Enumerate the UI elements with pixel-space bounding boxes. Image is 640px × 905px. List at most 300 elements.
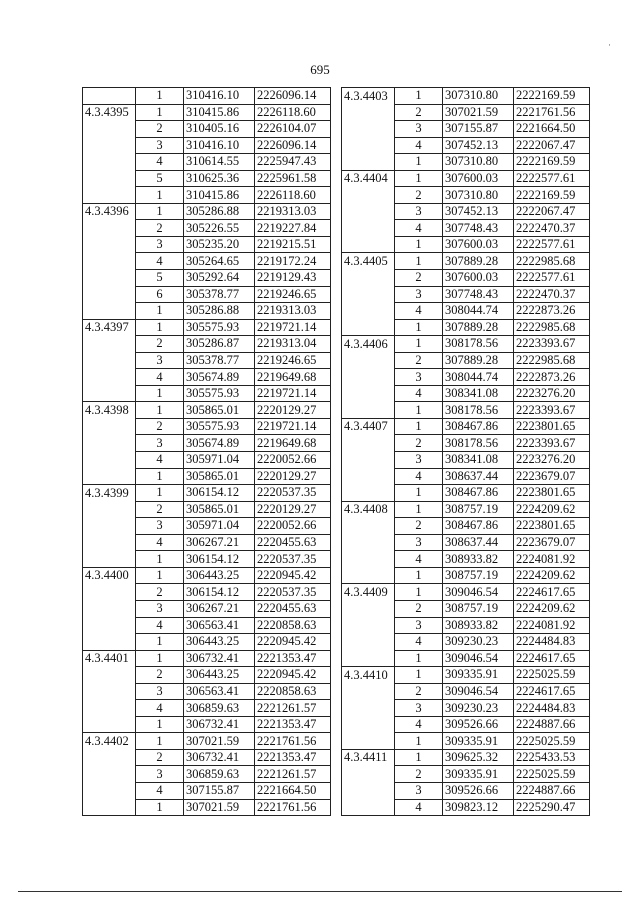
x-coordinate-cell: 305674.89: [184, 435, 255, 452]
x-coordinate-cell: 308637.44: [443, 468, 514, 485]
x-coordinate-cell: 306154.12: [184, 584, 255, 601]
y-coordinate-cell: 2221761.56: [255, 733, 331, 750]
point-number-cell: 2: [136, 121, 184, 138]
point-number-cell: 4: [395, 137, 443, 154]
x-coordinate-cell: 307310.80: [443, 154, 514, 171]
x-coordinate-cell: 307155.87: [184, 782, 255, 799]
x-coordinate-cell: 308467.86: [443, 485, 514, 502]
x-coordinate-cell: 307452.13: [443, 137, 514, 154]
point-number-cell: 5: [136, 170, 184, 187]
y-coordinate-cell: 2219313.03: [255, 303, 331, 320]
parcel-id-cell: [342, 617, 395, 634]
x-coordinate-cell: 309230.23: [443, 700, 514, 717]
y-coordinate-cell: 2219721.14: [255, 385, 331, 402]
y-coordinate-cell: 2222985.68: [514, 319, 590, 336]
table-row: [342, 634, 590, 651]
y-coordinate-cell: 2221761.56: [255, 799, 331, 816]
point-number-cell: 2: [136, 667, 184, 684]
point-number-cell: 3: [136, 435, 184, 452]
table-row: [83, 501, 331, 518]
x-coordinate-cell: 310416.10: [184, 137, 255, 154]
parcel-id-cell: [83, 352, 136, 369]
table-row: [83, 137, 331, 154]
table-row: [342, 203, 590, 220]
x-coordinate-cell: 305865.01: [184, 501, 255, 518]
point-number-cell: 4: [395, 799, 443, 816]
parcel-id-cell: [83, 501, 136, 518]
point-number-cell: 2: [395, 187, 443, 204]
point-number-cell: 2: [395, 600, 443, 617]
table-row: [83, 402, 331, 419]
parcel-id-cell: 4.3.4411: [342, 749, 395, 766]
table-row: [342, 121, 590, 138]
x-coordinate-cell: 309230.23: [443, 634, 514, 651]
x-coordinate-cell: 307748.43: [443, 220, 514, 237]
parcel-id-cell: 4.3.4410: [342, 667, 395, 684]
parcel-id-cell: 4.3.4399: [83, 485, 136, 502]
x-coordinate-cell: 306859.63: [184, 700, 255, 717]
y-coordinate-cell: 2223679.07: [514, 468, 590, 485]
y-coordinate-cell: 2223801.65: [514, 518, 590, 535]
x-coordinate-cell: 307021.59: [184, 799, 255, 816]
parcel-id-cell: [83, 253, 136, 270]
parcel-id-cell: [83, 551, 136, 568]
y-coordinate-cell: 2226118.60: [255, 104, 331, 121]
point-number-cell: 4: [136, 154, 184, 171]
table-row: [83, 170, 331, 187]
y-coordinate-cell: 2219227.84: [255, 220, 331, 237]
y-coordinate-cell: 2224081.92: [514, 551, 590, 568]
parcel-id-cell: [342, 319, 395, 336]
point-number-cell: 3: [136, 236, 184, 253]
table-row: [83, 418, 331, 435]
x-coordinate-cell: 308637.44: [443, 534, 514, 551]
table-row: [83, 551, 331, 568]
parcel-id-cell: [342, 716, 395, 733]
point-number-cell: 2: [395, 435, 443, 452]
x-coordinate-cell: 305264.65: [184, 253, 255, 270]
point-number-cell: 2: [136, 336, 184, 353]
table-row: [83, 203, 331, 220]
x-coordinate-cell: 305971.04: [184, 518, 255, 535]
point-number-cell: 3: [395, 121, 443, 138]
table-row: [83, 600, 331, 617]
y-coordinate-cell: 2221353.47: [255, 749, 331, 766]
table-row: [342, 88, 590, 105]
x-coordinate-cell: 306154.12: [184, 485, 255, 502]
table-row: [342, 435, 590, 452]
table-row: [342, 452, 590, 469]
point-number-cell: 2: [395, 518, 443, 535]
y-coordinate-cell: 2222577.61: [514, 236, 590, 253]
table-row: [342, 600, 590, 617]
parcel-id-cell: [83, 369, 136, 386]
x-coordinate-cell: 306154.12: [184, 551, 255, 568]
parcel-id-cell: [342, 468, 395, 485]
y-coordinate-cell: 2220858.63: [255, 617, 331, 634]
point-number-cell: 1: [395, 88, 443, 105]
x-coordinate-cell: 307889.28: [443, 352, 514, 369]
parcel-id-cell: [342, 435, 395, 452]
y-coordinate-cell: 2219246.65: [255, 352, 331, 369]
x-coordinate-cell: 305286.87: [184, 336, 255, 353]
point-number-cell: 3: [395, 534, 443, 551]
y-coordinate-cell: 2222470.37: [514, 286, 590, 303]
parcel-id-cell: [83, 452, 136, 469]
y-coordinate-cell: 2225433.53: [514, 749, 590, 766]
x-coordinate-cell: 306732.41: [184, 749, 255, 766]
parcel-id-cell: [342, 683, 395, 700]
x-coordinate-cell: 310415.86: [184, 187, 255, 204]
x-coordinate-cell: 309046.54: [443, 650, 514, 667]
x-coordinate-cell: 305865.01: [184, 468, 255, 485]
point-number-cell: 1: [395, 501, 443, 518]
x-coordinate-cell: 309335.91: [443, 733, 514, 750]
y-coordinate-cell: 2219649.68: [255, 435, 331, 452]
table-row: [342, 369, 590, 386]
point-number-cell: 3: [136, 683, 184, 700]
parcel-id-cell: 4.3.4397: [83, 319, 136, 336]
point-number-cell: 4: [136, 700, 184, 717]
y-coordinate-cell: 2222873.26: [514, 369, 590, 386]
x-coordinate-cell: 308933.82: [443, 551, 514, 568]
parcel-id-cell: [342, 187, 395, 204]
parcel-id-cell: [83, 683, 136, 700]
parcel-id-cell: [83, 154, 136, 171]
parcel-id-cell: [342, 303, 395, 320]
point-number-cell: 3: [395, 617, 443, 634]
table-row: [342, 104, 590, 121]
point-number-cell: 1: [136, 104, 184, 121]
x-coordinate-cell: 305971.04: [184, 452, 255, 469]
parcel-id-cell: [342, 551, 395, 568]
y-coordinate-cell: 2220455.63: [255, 534, 331, 551]
point-number-cell: 1: [136, 203, 184, 220]
y-coordinate-cell: 2220052.66: [255, 452, 331, 469]
point-number-cell: 1: [136, 551, 184, 568]
parcel-id-cell: [83, 236, 136, 253]
table-row: [342, 782, 590, 799]
point-number-cell: 1: [136, 385, 184, 402]
x-coordinate-cell: 310625.36: [184, 170, 255, 187]
table-row: [342, 236, 590, 253]
x-coordinate-cell: 308341.08: [443, 385, 514, 402]
point-number-cell: 1: [395, 584, 443, 601]
point-number-cell: 1: [136, 650, 184, 667]
parcel-id-cell: [83, 749, 136, 766]
parcel-id-cell: [83, 88, 136, 105]
y-coordinate-cell: 2219721.14: [255, 319, 331, 336]
point-number-cell: 1: [395, 650, 443, 667]
point-number-cell: 1: [136, 485, 184, 502]
point-number-cell: 2: [395, 766, 443, 783]
point-number-cell: 3: [136, 137, 184, 154]
table-row: [342, 253, 590, 270]
y-coordinate-cell: 2220537.35: [255, 485, 331, 502]
table-row: [342, 385, 590, 402]
y-coordinate-cell: 2219172.24: [255, 253, 331, 270]
point-number-cell: 4: [136, 534, 184, 551]
y-coordinate-cell: 2224887.66: [514, 716, 590, 733]
y-coordinate-cell: 2223801.65: [514, 485, 590, 502]
table-row: [342, 766, 590, 783]
parcel-id-cell: 4.3.4403: [342, 88, 395, 105]
x-coordinate-cell: 306732.41: [184, 650, 255, 667]
x-coordinate-cell: 309046.54: [443, 584, 514, 601]
parcel-id-cell: [342, 600, 395, 617]
x-coordinate-cell: 310415.86: [184, 104, 255, 121]
y-coordinate-cell: 2222873.26: [514, 303, 590, 320]
parcel-id-cell: 4.3.4409: [342, 584, 395, 601]
table-row: [83, 121, 331, 138]
y-coordinate-cell: 2222985.68: [514, 352, 590, 369]
point-number-cell: 1: [395, 170, 443, 187]
table-row: [83, 518, 331, 535]
y-coordinate-cell: 2222169.59: [514, 88, 590, 105]
y-coordinate-cell: 2222067.47: [514, 203, 590, 220]
point-number-cell: 1: [395, 319, 443, 336]
y-coordinate-cell: 2220129.27: [255, 402, 331, 419]
table-row: [83, 634, 331, 651]
table-row: [342, 667, 590, 684]
x-coordinate-cell: 305674.89: [184, 369, 255, 386]
y-coordinate-cell: 2219215.51: [255, 236, 331, 253]
parcel-id-cell: [83, 766, 136, 783]
parcel-id-cell: [342, 518, 395, 535]
y-coordinate-cell: 2222577.61: [514, 170, 590, 187]
parcel-id-cell: [342, 700, 395, 717]
y-coordinate-cell: 2220537.35: [255, 551, 331, 568]
table-row: [83, 253, 331, 270]
point-number-cell: 1: [136, 716, 184, 733]
x-coordinate-cell: 307889.28: [443, 253, 514, 270]
point-number-cell: 5: [136, 270, 184, 287]
point-number-cell: 1: [395, 336, 443, 353]
parcel-id-cell: [342, 799, 395, 816]
table-row: [83, 104, 331, 121]
point-number-cell: 3: [395, 700, 443, 717]
x-coordinate-cell: 309526.66: [443, 716, 514, 733]
x-coordinate-cell: 305575.93: [184, 418, 255, 435]
parcel-id-cell: [83, 286, 136, 303]
table-row: [342, 286, 590, 303]
table-row: [342, 468, 590, 485]
y-coordinate-cell: 2223801.65: [514, 418, 590, 435]
table-row: [83, 220, 331, 237]
parcel-id-cell: [342, 236, 395, 253]
x-coordinate-cell: 307889.28: [443, 319, 514, 336]
point-number-cell: 1: [136, 88, 184, 105]
x-coordinate-cell: 306267.21: [184, 600, 255, 617]
y-coordinate-cell: 2223393.67: [514, 435, 590, 452]
x-coordinate-cell: 308341.08: [443, 452, 514, 469]
parcel-id-cell: 4.3.4400: [83, 567, 136, 584]
parcel-id-cell: [342, 270, 395, 287]
table-row: [342, 418, 590, 435]
parcel-id-cell: 4.3.4396: [83, 203, 136, 220]
x-coordinate-cell: 308757.19: [443, 600, 514, 617]
parcel-id-cell: [342, 220, 395, 237]
y-coordinate-cell: 2226096.14: [255, 88, 331, 105]
point-number-cell: 4: [395, 716, 443, 733]
table-row: [83, 187, 331, 204]
table-row: [83, 319, 331, 336]
point-number-cell: 1: [395, 749, 443, 766]
x-coordinate-cell: 305226.55: [184, 220, 255, 237]
parcel-id-cell: [83, 600, 136, 617]
y-coordinate-cell: 2225025.59: [514, 667, 590, 684]
y-coordinate-cell: 2224209.62: [514, 501, 590, 518]
point-number-cell: 2: [395, 683, 443, 700]
point-number-cell: 4: [395, 634, 443, 651]
parcel-id-cell: 4.3.4398: [83, 402, 136, 419]
x-coordinate-cell: 306443.25: [184, 667, 255, 684]
table-row: [83, 485, 331, 502]
point-number-cell: 4: [395, 220, 443, 237]
y-coordinate-cell: 2226104.07: [255, 121, 331, 138]
x-coordinate-cell: 305378.77: [184, 286, 255, 303]
table-row: [342, 402, 590, 419]
point-number-cell: 2: [136, 418, 184, 435]
point-number-cell: 1: [136, 303, 184, 320]
y-coordinate-cell: 2221664.50: [514, 121, 590, 138]
point-number-cell: 3: [395, 369, 443, 386]
parcel-id-cell: [342, 154, 395, 171]
x-coordinate-cell: 306267.21: [184, 534, 255, 551]
y-coordinate-cell: 2219649.68: [255, 369, 331, 386]
y-coordinate-cell: 2222067.47: [514, 137, 590, 154]
point-number-cell: 4: [395, 468, 443, 485]
point-number-cell: 6: [136, 286, 184, 303]
table-row: [83, 385, 331, 402]
parcel-id-cell: [342, 782, 395, 799]
y-coordinate-cell: 2219313.04: [255, 336, 331, 353]
y-coordinate-cell: 2224081.92: [514, 617, 590, 634]
y-coordinate-cell: 2225025.59: [514, 733, 590, 750]
table-row: [83, 236, 331, 253]
point-number-cell: 1: [395, 236, 443, 253]
x-coordinate-cell: 310405.16: [184, 121, 255, 138]
y-coordinate-cell: 2220052.66: [255, 518, 331, 535]
y-coordinate-cell: 2225947.43: [255, 154, 331, 171]
point-number-cell: 2: [136, 501, 184, 518]
table-row: [342, 518, 590, 535]
table-row: [83, 88, 331, 105]
point-number-cell: 3: [136, 600, 184, 617]
x-coordinate-cell: 306563.41: [184, 683, 255, 700]
parcel-id-cell: [83, 617, 136, 634]
table-row: [83, 617, 331, 634]
y-coordinate-cell: 2219246.65: [255, 286, 331, 303]
parcel-id-cell: [342, 733, 395, 750]
parcel-id-cell: [342, 402, 395, 419]
y-coordinate-cell: 2224484.83: [514, 700, 590, 717]
parcel-id-cell: [342, 286, 395, 303]
parcel-id-cell: [342, 203, 395, 220]
table-row: [83, 452, 331, 469]
table-row: [83, 733, 331, 750]
point-number-cell: 1: [136, 187, 184, 204]
point-number-cell: 1: [136, 634, 184, 651]
parcel-id-cell: [83, 468, 136, 485]
table-row: [83, 303, 331, 320]
point-number-cell: 1: [136, 319, 184, 336]
point-number-cell: 3: [395, 782, 443, 799]
y-coordinate-cell: 2223276.20: [514, 452, 590, 469]
x-coordinate-cell: 305235.20: [184, 236, 255, 253]
parcel-id-cell: [83, 799, 136, 816]
x-coordinate-cell: 309526.66: [443, 782, 514, 799]
x-coordinate-cell: 307310.80: [443, 187, 514, 204]
table-row: [83, 369, 331, 386]
table-row: [342, 336, 590, 353]
parcel-id-cell: [342, 485, 395, 502]
parcel-id-cell: [83, 634, 136, 651]
parcel-id-cell: 4.3.4407: [342, 418, 395, 435]
parcel-id-cell: [83, 137, 136, 154]
table-row: [83, 567, 331, 584]
parcel-id-cell: [342, 452, 395, 469]
x-coordinate-cell: 307021.59: [184, 733, 255, 750]
point-number-cell: 1: [395, 567, 443, 584]
x-coordinate-cell: 307155.87: [443, 121, 514, 138]
x-coordinate-cell: 307600.03: [443, 270, 514, 287]
x-coordinate-cell: 305378.77: [184, 352, 255, 369]
parcel-id-cell: 4.3.4402: [83, 733, 136, 750]
x-coordinate-cell: 310614.55: [184, 154, 255, 171]
table-row: [342, 485, 590, 502]
x-coordinate-cell: 309046.54: [443, 683, 514, 700]
table-row: [342, 799, 590, 816]
point-number-cell: 2: [136, 220, 184, 237]
x-coordinate-cell: 305575.93: [184, 385, 255, 402]
x-coordinate-cell: 306443.25: [184, 634, 255, 651]
point-number-cell: 1: [395, 253, 443, 270]
y-coordinate-cell: 2221261.57: [255, 766, 331, 783]
point-number-cell: 4: [395, 385, 443, 402]
point-number-cell: 1: [395, 418, 443, 435]
y-coordinate-cell: 2223679.07: [514, 534, 590, 551]
table-row: [83, 286, 331, 303]
parcel-id-cell: [83, 700, 136, 717]
parcel-id-cell: 4.3.4406: [342, 336, 395, 353]
point-number-cell: 1: [136, 402, 184, 419]
table-row: [83, 716, 331, 733]
point-number-cell: 1: [395, 154, 443, 171]
table-row: [342, 567, 590, 584]
y-coordinate-cell: 2221664.50: [255, 782, 331, 799]
point-number-cell: 2: [395, 270, 443, 287]
point-number-cell: 4: [136, 452, 184, 469]
x-coordinate-cell: 310416.10: [184, 88, 255, 105]
point-number-cell: 1: [136, 468, 184, 485]
parcel-id-cell: 4.3.4401: [83, 650, 136, 667]
table-row: [342, 220, 590, 237]
point-number-cell: 2: [395, 352, 443, 369]
table-row: [83, 435, 331, 452]
x-coordinate-cell: 308467.86: [443, 518, 514, 535]
parcel-id-cell: [342, 385, 395, 402]
y-coordinate-cell: 2226096.14: [255, 137, 331, 154]
x-coordinate-cell: 308467.86: [443, 418, 514, 435]
y-coordinate-cell: 2220945.42: [255, 634, 331, 651]
parcel-id-cell: [83, 667, 136, 684]
point-number-cell: 2: [136, 749, 184, 766]
table-row: [342, 319, 590, 336]
point-number-cell: 4: [395, 303, 443, 320]
table-row: [342, 716, 590, 733]
y-coordinate-cell: 2222985.68: [514, 253, 590, 270]
